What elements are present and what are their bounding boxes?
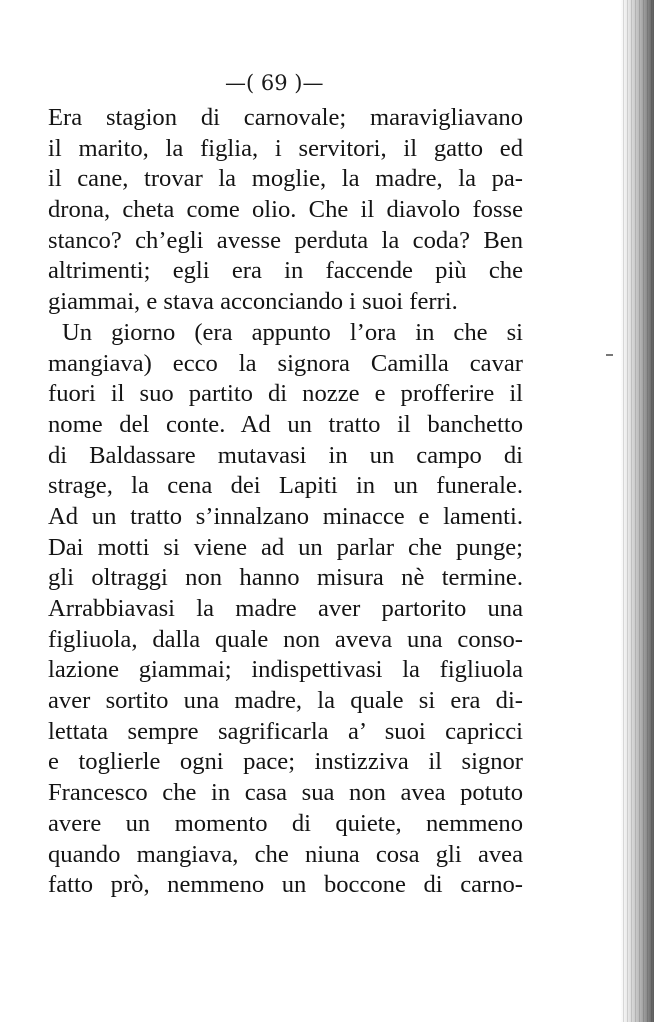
page-edge-lines [620, 0, 654, 1022]
text-line: drona, cheta come olio. Che il diavolo fosse [48, 196, 523, 224]
text-line: mangiava) ecco la signora Camilla cavar [48, 349, 523, 377]
text-line: il cane, trovar la moglie, la madre, la pa- [48, 165, 523, 193]
text-line: il marito, la figlia, i servitori, il gatto ed [48, 134, 523, 162]
text-line: Un giorno (era appunto l’ora in che si [62, 318, 523, 346]
text-line: avere un momento di quiete, nemmeno [48, 809, 523, 837]
text-line: lazione giammai; indispettivasi la figliuola [48, 656, 523, 684]
text-line: fatto prò, nemmeno un boccone di carno- [48, 871, 523, 899]
text-line: altrimenti; egli era in faccende più che [48, 257, 523, 285]
text-line: figliuola, dalla quale non aveva una conso- [48, 625, 523, 653]
margin-mark [606, 354, 613, 356]
page-number: —( 69 )— [225, 71, 324, 95]
text-line: giammai, e stava acconciando i suoi ferri. [48, 288, 458, 316]
text-line: di Baldassare mutavasi in un campo di [48, 441, 523, 469]
text-line: fuori il suo partito di nozze e profferire il [48, 380, 523, 408]
text-line: Arrabbiavasi la madre aver partorito una [48, 595, 523, 622]
text-line: Ad un tratto s’innalzano minacce e lamenti. [48, 502, 523, 530]
text-line: quando mangiava, che niuna cosa gli avea [48, 840, 523, 868]
text-line: aver sortito una madre, la quale si era di- [48, 687, 523, 715]
text-line: e toglierle ogni pace; instizziva il signor [48, 748, 523, 776]
text-line: gli oltraggi non hanno misura nè termine. [48, 564, 523, 592]
text-line: Dai motti si viene ad un parlar che punge; [48, 533, 523, 561]
text-line: strage, la cena dei Lapiti in un funerale. [48, 472, 523, 500]
text-line: stanco? ch’egli avesse perduta la coda? Ben [48, 226, 523, 254]
text-line: nome del conte. Ad un tratto il banchetto [48, 410, 523, 438]
text-line: Francesco che in casa sua non avea potuto [48, 779, 523, 807]
text-line: Era stagion di carnovale; maravigliavano [48, 104, 523, 131]
text-line: lettata sempre sagrificarla a’ suoi capricci [48, 717, 523, 745]
body-text [48, 103, 523, 901]
